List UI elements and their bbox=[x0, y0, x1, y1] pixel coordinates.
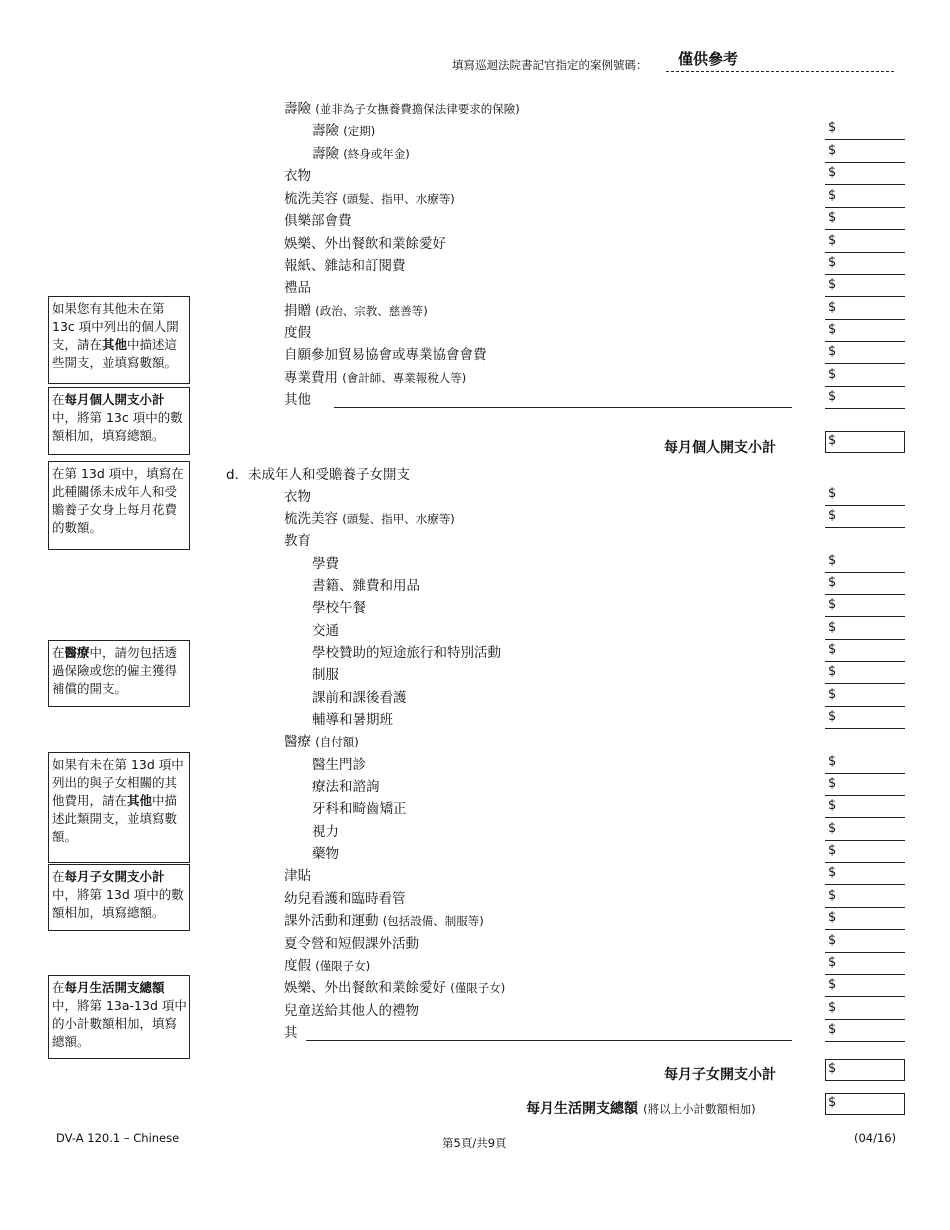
dollar-sign: $ bbox=[828, 821, 837, 836]
dollar-sign: $ bbox=[828, 120, 837, 135]
children-item-label bbox=[284, 1024, 298, 1042]
children-item-label bbox=[312, 778, 380, 796]
amount-field[interactable] bbox=[825, 321, 905, 342]
dollar-sign: $ bbox=[828, 389, 837, 404]
other-description-line[interactable] bbox=[306, 1040, 792, 1041]
children-item-label bbox=[312, 599, 366, 617]
item-label-text: 津貼 bbox=[284, 868, 311, 884]
case-number-value: 僅供參考 bbox=[678, 50, 739, 68]
children-item-label bbox=[284, 979, 505, 997]
amount-field[interactable] bbox=[825, 343, 905, 364]
amount-field[interactable] bbox=[825, 864, 905, 885]
item-label-note: (僅限子女) bbox=[315, 959, 371, 973]
item-label-text: 娛樂、外出餐飲和業餘愛好 bbox=[284, 980, 446, 996]
personal-item-label bbox=[312, 122, 375, 140]
item-label-text: 學費 bbox=[312, 556, 339, 572]
personal-item-label bbox=[284, 100, 520, 118]
personal-item-label bbox=[284, 279, 311, 297]
children-item-label bbox=[312, 800, 407, 818]
personal-item-label bbox=[312, 145, 410, 163]
dollar-sign: $ bbox=[828, 1022, 837, 1037]
item-label-text: 輔導和暑期班 bbox=[312, 712, 393, 728]
amount-field[interactable] bbox=[825, 619, 905, 640]
amount-field[interactable] bbox=[825, 999, 905, 1020]
item-label-text: 娛樂、外出餐飲和業餘愛好 bbox=[284, 236, 446, 252]
dollar-sign: $ bbox=[828, 508, 837, 523]
dollar-sign: $ bbox=[828, 888, 837, 903]
item-label-text: 視力 bbox=[312, 824, 339, 840]
children-item-label bbox=[284, 957, 370, 975]
total-amount[interactable]: $ bbox=[825, 1093, 905, 1115]
item-label-text: 兒童送給其他人的禮物 bbox=[284, 1003, 419, 1019]
item-label-text: 自願參加貿易協會或專業協會會費 bbox=[284, 347, 487, 363]
personal-item-label bbox=[284, 257, 406, 275]
personal-item-label bbox=[284, 302, 428, 320]
children-item-label bbox=[312, 644, 501, 662]
item-label-text: 幼兒看護和臨時看管 bbox=[284, 891, 406, 907]
dollar-sign: $ bbox=[828, 664, 837, 679]
dollar-sign: $ bbox=[828, 344, 837, 359]
item-label-note: (並非為子女撫養費擔保法律要求的保險) bbox=[315, 102, 520, 116]
dollar-sign: $ bbox=[828, 255, 837, 270]
children-item-label bbox=[284, 867, 311, 885]
personal-item-label bbox=[284, 324, 311, 342]
item-label-text: 衣物 bbox=[284, 489, 311, 505]
children-subtotal-label: 每月子女開支小計 bbox=[664, 1067, 776, 1083]
total-label: 每月生活開支總額 bbox=[526, 1101, 638, 1117]
item-label-text: 書籍、雜費和用品 bbox=[312, 578, 420, 594]
children-item-label bbox=[312, 845, 339, 863]
dollar-sign: $ bbox=[828, 300, 837, 315]
item-label-text: 專業費用 bbox=[284, 370, 338, 386]
item-label-text: 藥物 bbox=[312, 846, 339, 862]
amount-field[interactable] bbox=[825, 299, 905, 320]
sidebar-note-children: 在第 13d 項中，填寫在此種關係未成年人和受贍養子女身上每月花費的數額。 bbox=[48, 461, 190, 550]
amount-field[interactable] bbox=[825, 887, 905, 908]
amount-field[interactable] bbox=[825, 254, 905, 275]
sidebar-note-children-subtotal: 在每月子女開支小計中，將第 13d 項中的數額相加，填寫總額。 bbox=[48, 864, 190, 931]
page-number: 第5頁/共9頁 bbox=[442, 1136, 507, 1150]
case-number-label: 填寫巡迴法院書記官指定的案例號碼： bbox=[452, 58, 648, 72]
amount-field[interactable] bbox=[825, 686, 905, 707]
sidebar-note-personal-subtotal: 在每月個人開支小計中，將第 13c 項中的數額相加，填寫總額。 bbox=[48, 387, 190, 455]
dollar-sign: $ bbox=[828, 188, 837, 203]
dollar-sign: $ bbox=[828, 210, 837, 225]
item-label-text: 其他 bbox=[284, 392, 311, 408]
dollar-sign: $ bbox=[828, 776, 837, 791]
section-d-letter: d. bbox=[226, 467, 239, 483]
item-label-text: 醫療 bbox=[284, 734, 311, 750]
section-d-title: 未成年人和受贍養子女開支 bbox=[248, 467, 410, 483]
children-item-label bbox=[284, 733, 359, 751]
dollar-sign: $ bbox=[828, 977, 837, 992]
dollar-sign: $ bbox=[828, 143, 837, 158]
personal-subtotal-amount[interactable]: $ bbox=[825, 431, 905, 453]
item-label-text: 捐贈 bbox=[284, 303, 311, 319]
amount-field[interactable] bbox=[825, 820, 905, 841]
item-label-note: (會計師、專業報稅人等) bbox=[342, 371, 467, 385]
dollar-sign: $ bbox=[828, 575, 837, 590]
children-item-label bbox=[284, 488, 311, 506]
dollar-sign: $ bbox=[828, 843, 837, 858]
item-label-note: (政治、宗教、慈善等) bbox=[315, 304, 428, 318]
personal-item-label bbox=[284, 167, 311, 185]
amount-field[interactable] bbox=[825, 164, 905, 185]
amount-field[interactable] bbox=[825, 366, 905, 387]
children-item-label bbox=[284, 532, 311, 550]
case-number-line[interactable] bbox=[666, 71, 894, 72]
amount-field[interactable] bbox=[825, 954, 905, 975]
form-revision: (04/16) bbox=[854, 1131, 897, 1145]
item-label-text: 夏令營和短假課外活動 bbox=[284, 936, 419, 952]
personal-item-label bbox=[284, 391, 311, 409]
dollar-sign: $ bbox=[828, 955, 837, 970]
item-label-text: 度假 bbox=[284, 325, 311, 341]
amount-field[interactable] bbox=[825, 507, 905, 528]
item-label-text: 壽險 bbox=[312, 123, 339, 139]
children-item-label bbox=[312, 555, 339, 573]
dollar-sign: $ bbox=[828, 322, 837, 337]
dollar-sign: $ bbox=[828, 1000, 837, 1015]
item-label-text: 醫生門診 bbox=[312, 757, 366, 773]
item-label-note: (頭髮、指甲、水療等) bbox=[342, 512, 455, 526]
personal-item-label bbox=[284, 369, 466, 387]
dollar-sign: $ bbox=[828, 642, 837, 657]
personal-item-label bbox=[284, 235, 446, 253]
amount-field[interactable] bbox=[825, 663, 905, 684]
item-label-note: (定期) bbox=[343, 124, 376, 138]
item-label-text: 梳洗美容 bbox=[284, 511, 338, 527]
sidebar-note-other-children: 如果有未在第 13d 項中列出的與子女相關的其他費用，請在其他中描述此類開支，並填寫數額。 bbox=[48, 752, 190, 863]
dollar-sign: $ bbox=[828, 553, 837, 568]
children-item-label bbox=[284, 510, 455, 528]
amount-field[interactable] bbox=[825, 552, 905, 573]
item-label-text: 其 bbox=[284, 1025, 298, 1041]
children-item-label bbox=[284, 890, 406, 908]
dollar-sign: $ bbox=[828, 597, 837, 612]
children-item-label bbox=[312, 689, 407, 707]
amount-field[interactable] bbox=[825, 775, 905, 796]
amount-field[interactable] bbox=[825, 119, 905, 140]
amount-field[interactable] bbox=[825, 142, 905, 163]
item-label-text: 學校贊助的短途旅行和特別活動 bbox=[312, 645, 501, 661]
amount-field[interactable] bbox=[825, 976, 905, 997]
item-label-note: (終身或年金) bbox=[343, 147, 410, 161]
children-item-label bbox=[284, 912, 484, 930]
item-label-note: (頭髮、指甲、水療等) bbox=[342, 192, 455, 206]
form-id: DV-A 120.1 – Chinese bbox=[56, 1131, 180, 1145]
item-label-text: 壽險 bbox=[312, 146, 339, 162]
item-label-text: 梳洗美容 bbox=[284, 191, 338, 207]
amount-field[interactable] bbox=[825, 209, 905, 230]
dollar-sign: $ bbox=[828, 687, 837, 702]
amount-field[interactable] bbox=[825, 574, 905, 595]
dollar-sign: $ bbox=[828, 233, 837, 248]
item-label-note: (包括設備、制服等) bbox=[382, 914, 484, 928]
amount-field[interactable] bbox=[825, 842, 905, 863]
amount-field[interactable] bbox=[825, 1021, 905, 1042]
amount-field[interactable] bbox=[825, 909, 905, 930]
personal-subtotal-label: 每月個人開支小計 bbox=[664, 440, 776, 456]
item-label-text: 壽險 bbox=[284, 101, 311, 117]
children-item-label bbox=[312, 577, 420, 595]
item-label-note: (自付額) bbox=[315, 735, 359, 749]
item-label-text: 課前和課後看護 bbox=[312, 690, 407, 706]
amount-field[interactable] bbox=[825, 388, 905, 409]
dollar-sign: $ bbox=[828, 933, 837, 948]
dollar-sign: $ bbox=[828, 910, 837, 925]
sidebar-note-total: 在每月生活開支總額中，將第 13a-13d 項中的小計數額相加，填寫總額。 bbox=[48, 975, 190, 1059]
item-label-text: 衣物 bbox=[284, 168, 311, 184]
children-item-label bbox=[312, 711, 393, 729]
item-label-text: 禮品 bbox=[284, 280, 311, 296]
item-label-text: 課外活動和運動 bbox=[284, 913, 379, 929]
children-item-label bbox=[284, 935, 419, 953]
amount-field[interactable] bbox=[825, 932, 905, 953]
item-label-text: 度假 bbox=[284, 958, 311, 974]
total-note: (將以上小計數額相加) bbox=[643, 1102, 756, 1116]
amount-field[interactable] bbox=[825, 232, 905, 253]
children-item-label bbox=[312, 666, 339, 684]
dollar-sign: $ bbox=[828, 865, 837, 880]
amount-field[interactable] bbox=[825, 187, 905, 208]
personal-item-label bbox=[284, 190, 455, 208]
other-description-line[interactable] bbox=[334, 407, 792, 408]
children-item-label bbox=[312, 823, 339, 841]
personal-item-label bbox=[284, 212, 352, 230]
item-label-text: 制服 bbox=[312, 667, 339, 683]
amount-field[interactable] bbox=[825, 708, 905, 729]
item-label-text: 學校午餐 bbox=[312, 600, 366, 616]
dollar-sign: $ bbox=[828, 277, 837, 292]
item-label-text: 報紙、雜誌和訂閱費 bbox=[284, 258, 406, 274]
item-label-text: 牙科和畸齒矯正 bbox=[312, 801, 407, 817]
amount-field[interactable] bbox=[825, 485, 905, 506]
amount-field[interactable] bbox=[825, 753, 905, 774]
item-label-note: (僅限子女) bbox=[450, 981, 506, 995]
amount-field[interactable] bbox=[825, 641, 905, 662]
dollar-sign: $ bbox=[828, 165, 837, 180]
amount-field[interactable] bbox=[825, 276, 905, 297]
dollar-sign: $ bbox=[828, 798, 837, 813]
dollar-sign: $ bbox=[828, 367, 837, 382]
children-item-label bbox=[284, 1002, 419, 1020]
amount-field[interactable] bbox=[825, 596, 905, 617]
item-label-text: 療法和諮詢 bbox=[312, 779, 380, 795]
sidebar-note-medical: 在醫療中，請勿包括透過保險或您的僱主獲得補償的開支。 bbox=[48, 640, 190, 707]
personal-item-label bbox=[284, 346, 487, 364]
dollar-sign: $ bbox=[828, 754, 837, 769]
total-label-row bbox=[526, 1098, 756, 1118]
sidebar-note-other-personal: 如果您有其他未在第 13c 項中列出的個人開支，請在其他中描述這些開支，並填寫數額。 bbox=[48, 296, 190, 384]
children-item-label bbox=[312, 622, 339, 640]
dollar-sign: $ bbox=[828, 709, 837, 724]
children-subtotal-amount[interactable]: $ bbox=[825, 1059, 905, 1081]
item-label-text: 教育 bbox=[284, 533, 311, 549]
item-label-text: 交通 bbox=[312, 623, 339, 639]
dollar-sign: $ bbox=[828, 486, 837, 501]
amount-field[interactable] bbox=[825, 797, 905, 818]
children-item-label bbox=[312, 756, 366, 774]
item-label-text: 俱樂部會費 bbox=[284, 213, 352, 229]
dollar-sign: $ bbox=[828, 620, 837, 635]
